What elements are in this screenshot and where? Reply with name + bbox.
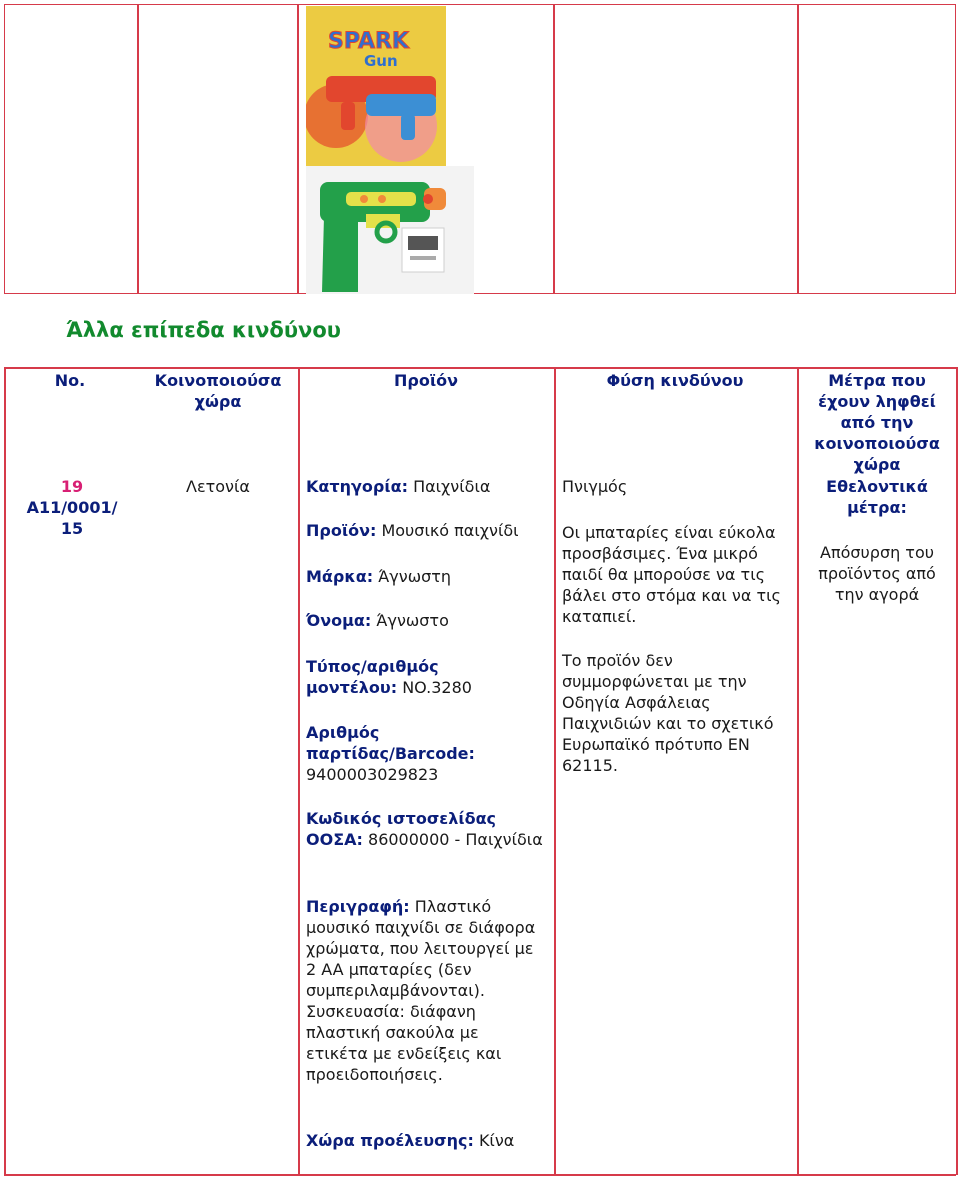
product-barcode-value: 9400003029823 (306, 765, 439, 784)
table-left-border (4, 367, 6, 1175)
product-category (306, 476, 546, 497)
risk-description-2: Το προϊόν δεν συμμορφώνεται με την Οδηγία Ασφάλειας Παιχνιδιών και το σχετικό Ευρωπαϊκό πρότυπο EN 62115. (562, 651, 774, 775)
top-table-cell-2 (138, 4, 298, 294)
risk-title: Πνιγμός (562, 477, 628, 496)
product-name (306, 610, 546, 631)
row-number: 19 (60, 477, 84, 496)
risk-description-1: Οι μπαταρίες είναι εύκολα προσβάσιμες. Ένα μικρό παιδί θα μπορούσε να τις βάλει στο στόμα και να τις καταπιεί. (562, 523, 781, 626)
product-photo-svg (306, 6, 476, 294)
measures-label: Εθελοντικά μέτρα: (826, 477, 928, 517)
product-origin-label: Χώρα προέλευσης: (306, 1131, 474, 1150)
table-right-border (956, 367, 958, 1175)
product-category-label: Κατηγορία: (306, 477, 408, 496)
product-origin (306, 1130, 551, 1151)
product-type-value: Μουσικό παιχνίδι (381, 521, 519, 540)
top-table-cell-5 (798, 4, 956, 294)
product-oecd-value: 86000000 - Παιχνίδια (368, 830, 543, 849)
product-name-label: Όνομα: (306, 611, 372, 630)
row-reference-suffix: 15 (60, 519, 84, 538)
product-oecd-code (306, 808, 546, 850)
header-country: Κοινοποιούσα χώρα (154, 371, 282, 411)
product-type (306, 520, 546, 541)
top-table-cell-4 (554, 4, 798, 294)
product-photo (306, 6, 476, 294)
product-name-value: Άγνωστο (376, 611, 449, 630)
measures-value: Απόσυρση του προϊόντος από την αγορά (818, 543, 936, 604)
product-barcode-label: Αριθμός παρτίδας/Barcode: (306, 723, 475, 763)
table-divider-1 (298, 367, 300, 1175)
product-model (306, 656, 486, 698)
header-product: Προϊόν (394, 371, 458, 390)
risk-level-heading: Άλλα επίπεδα κινδύνου (66, 318, 341, 342)
product-brand-label: Μάρκα: (306, 567, 374, 586)
product-brand (306, 566, 546, 587)
product-model-label: Τύπος/αριθμός μοντέλου: (306, 657, 439, 697)
header-no: No. (54, 371, 86, 390)
product-description-value: Πλαστικό μουσικό παιχνίδι σε διάφορα χρώματα, που λειτουργεί με 2 AA μπαταρίες (δεν συμπεριλαμβάνονται). Συσκευασία: διάφανη πλαστική σακούλα με ετικέτα με ενδείξεις και προειδοποιήσεις. (306, 897, 536, 1084)
table-divider-2 (554, 367, 556, 1175)
product-barcode (306, 722, 506, 785)
header-risk: Φύση κινδύνου (606, 371, 744, 390)
header-measures: Μέτρα που έχουν ληφθεί από την κοινοποιούσα χώρα (814, 371, 940, 474)
product-origin-value: Κίνα (478, 1131, 515, 1150)
product-model-value: NO.3280 (402, 678, 472, 697)
product-brand-value: Άγνωστη (378, 567, 452, 586)
row-reference: A11/0001/ (26, 498, 118, 517)
table-top-border (4, 367, 956, 369)
package-brand-text: SPARK (328, 29, 409, 54)
product-category-value: Παιχνίδια (413, 477, 491, 496)
product-description-label: Περιγραφή: (306, 897, 410, 916)
product-description (306, 896, 538, 1085)
product-oecd-label: Κωδικός ιστοσελίδας ΟΟΣΑ: (306, 809, 497, 849)
package-brand-subtext: Gun (364, 52, 398, 70)
notifying-country: Λετονία (186, 477, 250, 496)
top-table-cell-1 (4, 4, 138, 294)
table-bottom-border (4, 1174, 956, 1176)
table-divider-3 (797, 367, 799, 1175)
product-type-label: Προϊόν: (306, 521, 377, 540)
